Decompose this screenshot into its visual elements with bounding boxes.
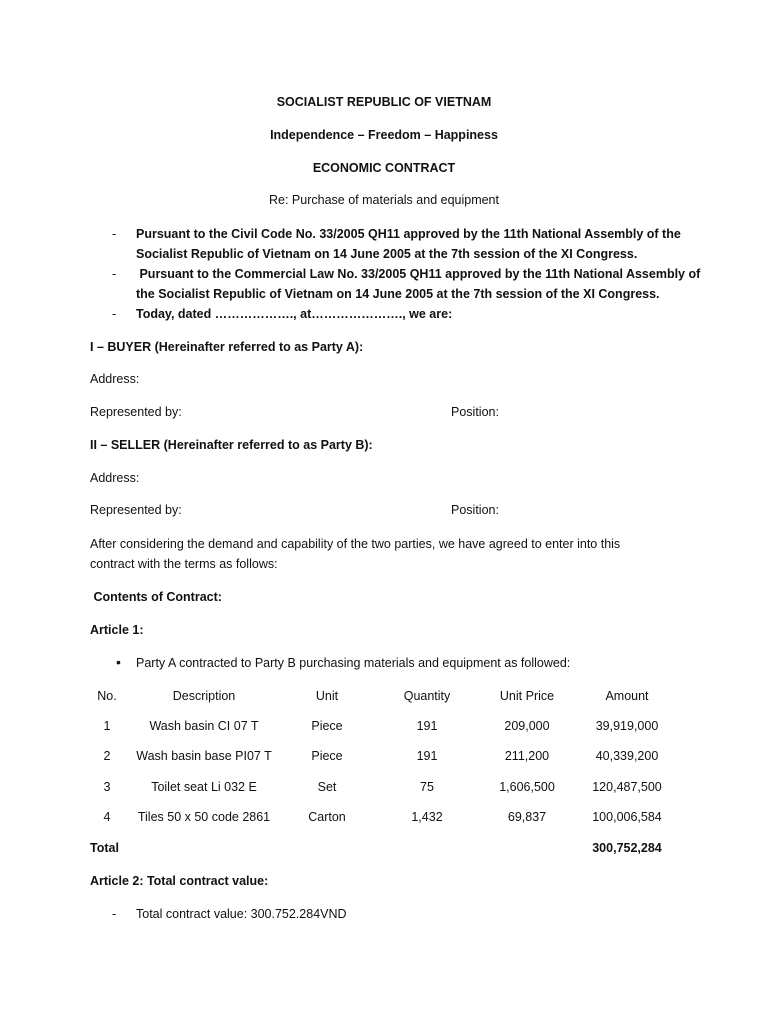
preamble-item-2-line2: the Socialist Republic of Vietnam on 14 June 2005 at the 7th session of the XI Congress. bbox=[136, 287, 660, 301]
cell-description: Wash basin base PI07 T bbox=[136, 749, 272, 763]
cell-description: Toilet seat Li 032 E bbox=[151, 780, 257, 794]
document-subject: Re: Purchase of materials and equipment bbox=[269, 193, 499, 207]
cell-no: 1 bbox=[103, 719, 111, 733]
buyer-heading: I – BUYER (Hereinafter referred to as Party A): bbox=[90, 340, 364, 354]
preamble-item-2-line1: Pursuant to the Commercial Law No. 33/2005 QH11 approved by the 11th National Assembly of bbox=[136, 267, 701, 281]
header-description: Description bbox=[172, 689, 236, 703]
list-dash: - bbox=[112, 907, 117, 921]
list-dash: - bbox=[112, 307, 117, 321]
cell-unit-price: 211,200 bbox=[504, 749, 550, 763]
buyer-position-label: Position: bbox=[451, 405, 499, 419]
bullet-dot: • bbox=[116, 654, 121, 670]
article-2-heading: Article 2: Total contract value: bbox=[90, 874, 269, 888]
total-amount: 300,752,284 bbox=[592, 841, 662, 855]
seller-heading: II – SELLER (Hereinafter referred to as Party B): bbox=[90, 438, 373, 452]
cell-unit-price: 1,606,500 bbox=[499, 780, 555, 794]
preamble-item-1-line2: Socialist Republic of Vietnam on 14 June 2005 at the 7th session of the XI Congress. bbox=[136, 247, 638, 261]
cell-unit: Piece bbox=[311, 749, 343, 763]
motto-heading: Independence – Freedom – Happiness bbox=[270, 128, 498, 142]
preamble-item-1-line1: Pursuant to the Civil Code No. 33/2005 QH11 approved by the 11th National Assembly of the bbox=[136, 227, 681, 241]
cell-amount: 39,919,000 bbox=[595, 719, 659, 733]
header-unit: Unit bbox=[315, 689, 339, 703]
cell-quantity: 1,432 bbox=[411, 810, 443, 824]
cell-quantity: 191 bbox=[416, 749, 438, 763]
cell-unit: Piece bbox=[311, 719, 343, 733]
article-1-bullet-text: Party A contracted to Party B purchasing materials and equipment as followed: bbox=[136, 656, 571, 670]
cell-description: Wash basin CI 07 T bbox=[149, 719, 259, 733]
country-heading: SOCIALIST REPUBLIC OF VIETNAM bbox=[276, 95, 492, 109]
article-1-heading: Article 1: bbox=[90, 623, 144, 637]
header-quantity: Quantity bbox=[403, 689, 451, 703]
cell-quantity: 191 bbox=[416, 719, 438, 733]
cell-unit-price: 209,000 bbox=[504, 719, 550, 733]
agreement-line-2: contract with the terms as follows: bbox=[90, 557, 278, 571]
total-contract-value-text: Total contract value: 300.752.284VND bbox=[136, 907, 347, 921]
buyer-address-label: Address: bbox=[90, 372, 140, 386]
cell-quantity: 75 bbox=[420, 780, 434, 794]
seller-represented-label: Represented by: bbox=[90, 503, 182, 517]
header-amount: Amount bbox=[605, 689, 649, 703]
preamble-item-3: Today, dated ………………., at…………………., we are: bbox=[136, 307, 453, 321]
cell-unit: Set bbox=[317, 780, 337, 794]
contents-heading: Contents of Contract: bbox=[90, 590, 222, 604]
total-label: Total bbox=[90, 841, 119, 855]
agreement-line-1: After considering the demand and capability of the two parties, we have agreed to enter into this bbox=[90, 537, 621, 551]
cell-no: 2 bbox=[103, 749, 111, 763]
cell-no: 3 bbox=[103, 780, 111, 794]
buyer-represented-label: Represented by: bbox=[90, 405, 182, 419]
cell-amount: 40,339,200 bbox=[595, 749, 659, 763]
cell-amount: 120,487,500 bbox=[592, 780, 662, 794]
seller-position-label: Position: bbox=[451, 503, 499, 517]
document-title: ECONOMIC CONTRACT bbox=[312, 161, 456, 175]
list-dash: - bbox=[112, 267, 117, 281]
header-no: No. bbox=[97, 689, 117, 703]
cell-unit: Carton bbox=[308, 810, 346, 824]
seller-address-label: Address: bbox=[90, 471, 140, 485]
cell-unit-price: 69,837 bbox=[507, 810, 547, 824]
cell-amount: 100,006,584 bbox=[592, 810, 662, 824]
cell-no: 4 bbox=[103, 810, 111, 824]
header-unit-price: Unit Price bbox=[499, 689, 555, 703]
list-dash: - bbox=[112, 227, 117, 241]
cell-description: Tiles 50 x 50 code 2861 bbox=[137, 810, 271, 824]
